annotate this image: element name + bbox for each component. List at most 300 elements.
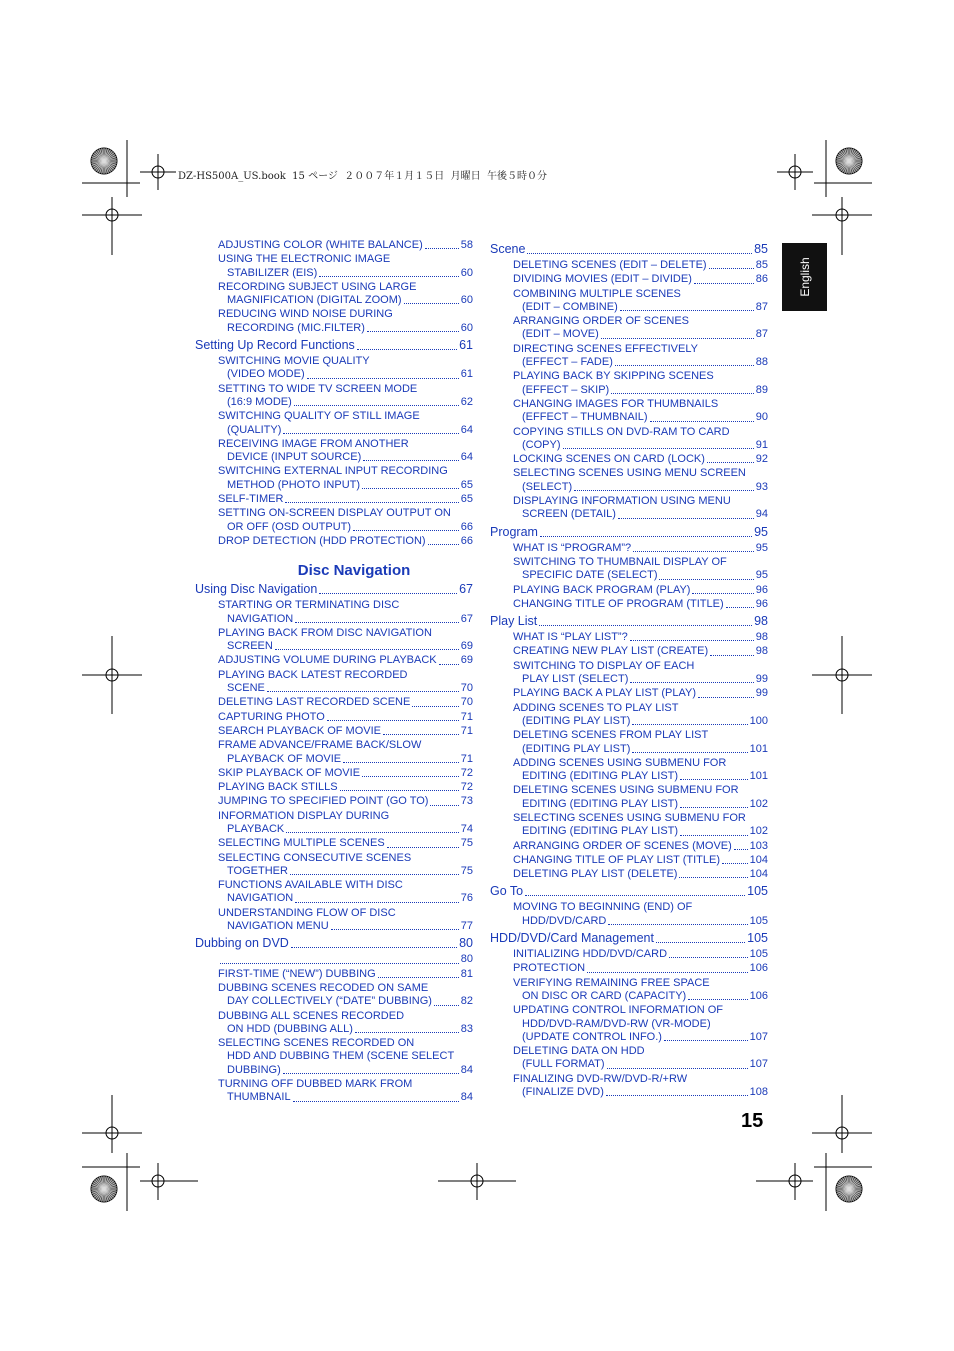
toc-entry [490, 495, 768, 522]
section-scene [490, 242, 768, 522]
page-ref: 91 [755, 438, 768, 451]
section-title: Setting Up Record Functions [195, 338, 355, 353]
entry-title: (EDITING PLAY LIST) [522, 714, 631, 727]
toc-entry [195, 1010, 473, 1037]
page-ref: 69 [460, 640, 473, 653]
entry-title: HDD AND DUBBING THEM (SCENE SELECT [227, 1050, 455, 1063]
toc-entry [490, 854, 768, 867]
entry-title: FINALIZING DVD-RW/DVD-R/+RW [513, 1072, 688, 1085]
page-ref: 73 [460, 795, 473, 808]
page-ref: 67 [460, 612, 473, 625]
entry-title: UPDATING CONTROL INFORMATION OF [513, 1004, 724, 1017]
entry-title: PLAYING BACK A PLAY LIST (PLAY) [513, 687, 697, 700]
entry-title: TURNING OFF DUBBED MARK FROM [218, 1078, 413, 1091]
page-ref: 80 [460, 953, 473, 966]
entry-title: ADDING SCENES USING SUBMENU FOR [513, 756, 727, 769]
dot-leader [367, 330, 459, 332]
section-title: Play List [490, 614, 538, 629]
entry-title: DUBBING ALL SCENES RECORDED [218, 1009, 405, 1022]
page-ref: 64 [460, 451, 473, 464]
section-record [195, 338, 473, 548]
language-tab [782, 243, 827, 311]
entry-title: SETTING ON-SCREEN DISPLAY OUTPUT ON [218, 507, 451, 520]
entry-title: MOVING TO BEGINNING (END) OF [513, 901, 693, 914]
page-ref: 75 [460, 837, 473, 850]
dot-leader [680, 778, 748, 780]
dot-leader [319, 592, 457, 594]
dot-leader [294, 404, 459, 406]
entry-title: INITIALIZING HDD/DVD/CARD [513, 948, 668, 961]
toc-entry [195, 837, 473, 850]
entry-title: SPECIFIC DATE (SELECT) [522, 569, 658, 582]
dot-leader [220, 962, 459, 964]
toc-entry [195, 907, 473, 934]
page-ref: 82 [460, 995, 473, 1008]
entry-title: DUBBING SCENES RECODED ON SAME [218, 981, 429, 994]
toc-entry [195, 696, 473, 709]
section-heading [195, 338, 473, 353]
section-page-ref: 105 [747, 931, 768, 946]
entry-title: (QUALITY) [227, 423, 282, 436]
page-ref: 69 [460, 654, 473, 667]
dot-leader [692, 592, 753, 594]
dot-leader [734, 848, 748, 850]
page-ref: 89 [755, 383, 768, 396]
toc-entry [195, 1037, 473, 1077]
entry-title: SELECTING SCENES RECORDED ON [218, 1037, 415, 1050]
entry-title: THUMBNAIL [227, 1091, 291, 1104]
entry-title: (SELECT) [522, 480, 573, 493]
entry-title: (UPDATE CONTROL INFO.) [522, 1030, 662, 1043]
entry-title: (VIDEO MODE) [227, 368, 305, 381]
dot-leader [331, 928, 459, 930]
toc-entry [195, 1078, 473, 1105]
page-number: 15 [741, 1110, 764, 1132]
page-ref: 88 [755, 356, 768, 369]
toc-entry [490, 1073, 768, 1100]
entry-title: COPYING STILLS ON DVD-RAM TO CARD [513, 425, 730, 438]
toc-entry [490, 343, 768, 370]
page-ref: 72 [460, 781, 473, 794]
toc-entry [195, 438, 473, 465]
section-program [490, 525, 768, 611]
page-ref: 64 [460, 423, 473, 436]
page-ref: 100 [749, 714, 768, 727]
print-header: DZ-HS500A_US.book 15 ページ ２００７年１月１５日 月曜日 午後５時０分 [178, 171, 547, 182]
entry-title: (EFFECT – FADE) [522, 356, 613, 369]
entry-title: USING THE ELECTRONIC IMAGE [218, 253, 391, 266]
toc-entry [490, 584, 768, 597]
language-tab-label: English [797, 257, 812, 297]
entry-title: ON DISC OR CARD (CAPACITY) [522, 989, 687, 1002]
section-heading [490, 614, 768, 629]
entry-title: DUBBING) [227, 1063, 281, 1076]
dot-leader [656, 941, 745, 943]
dot-leader [355, 1031, 459, 1033]
section-page-ref: 85 [754, 242, 768, 256]
toc-left-column [195, 239, 473, 1106]
page-ref: 71 [460, 710, 473, 723]
entry-title: UNDERSTANDING FLOW OF DISC [218, 906, 396, 919]
dot-leader [632, 723, 747, 725]
toc-entry [490, 729, 768, 756]
entry-title: RECORDING (MIC.FILTER) [227, 321, 365, 334]
entry-title: EDITING (EDITING PLAY LIST) [522, 770, 679, 783]
toc-entry [195, 739, 473, 766]
toc-entry [195, 982, 473, 1009]
toc-entry [490, 660, 768, 687]
toc-entry [490, 1004, 768, 1044]
section-heading [195, 936, 473, 951]
entry-title: ADJUSTING COLOR (WHITE BALANCE) [218, 239, 423, 251]
dot-leader [283, 1072, 459, 1074]
page-ref: 71 [460, 752, 473, 765]
entry-title: SWITCHING QUALITY OF STILL IMAGE [218, 410, 420, 423]
entry-title: SELECTING SCENES USING MENU SCREEN [513, 467, 746, 480]
entry-title: ARRANGING ORDER OF SCENES [513, 315, 690, 328]
toc-entry [195, 383, 473, 410]
entry-title: (COPY) [522, 438, 561, 451]
dot-leader [340, 789, 459, 791]
entry-title: (EFFECT – THUMBNAIL) [522, 411, 648, 424]
entry-title: OR OFF (OSD OUTPUT) [227, 520, 352, 533]
toc-entry [195, 852, 473, 879]
section-page-ref: 105 [747, 884, 768, 899]
toc-entry [490, 840, 768, 853]
dot-leader [539, 624, 752, 626]
entry-title: PROTECTION [513, 962, 586, 975]
dot-leader [618, 517, 754, 519]
dot-leader [709, 267, 754, 269]
page-ref: 85 [755, 259, 768, 271]
toc-entry [490, 702, 768, 729]
entry-title: SKIP PLAYBACK OF MOVIE [218, 766, 361, 779]
dot-leader [726, 606, 754, 608]
dot-leader [608, 923, 747, 925]
toc-entry [195, 810, 473, 837]
dot-leader [404, 302, 459, 304]
toc-entry [195, 507, 473, 534]
dot-leader [611, 392, 754, 394]
page-ref: 65 [460, 478, 473, 491]
entry-title: PLAYING BACK BY SKIPPING SCENES [513, 370, 714, 383]
page-ref: 61 [460, 368, 473, 381]
entry-title: (16:9 MODE) [227, 395, 292, 408]
entry-title: DELETING SCENES FROM PLAY LIST [513, 729, 709, 742]
section-dubbing [195, 936, 473, 1104]
entry-title: SCREEN [227, 640, 273, 653]
entry-title: DIRECTING SCENES EFFECTIVELY [513, 342, 698, 355]
page-ref: 72 [460, 766, 473, 779]
toc-entry [490, 398, 768, 425]
toc-entry [490, 598, 768, 611]
entry-title: EDITING (EDITING PLAY LIST) [522, 797, 679, 810]
dot-leader [383, 733, 459, 735]
entry-title: PLAYBACK OF MOVIE [227, 752, 342, 765]
dot-leader [694, 282, 754, 284]
toc-entry [195, 355, 473, 382]
dot-leader [378, 976, 459, 978]
page-ref: 70 [460, 696, 473, 709]
toc-right-column [490, 239, 768, 1100]
section-play-list [490, 614, 768, 881]
toc-entry [490, 784, 768, 811]
dot-leader [722, 862, 748, 864]
dot-leader [283, 432, 458, 434]
section-title: Program [490, 524, 538, 539]
toc-entry [490, 542, 768, 555]
dot-leader [295, 621, 459, 623]
entry-title: SELECTING MULTIPLE SCENES [218, 837, 385, 850]
page-ref: 76 [460, 892, 473, 905]
dot-leader [353, 529, 459, 531]
entry-title: ON HDD (DUBBING ALL) [227, 1022, 353, 1035]
entry-title: DAY COLLECTIVELY (“DATE” DUBBING) [227, 995, 432, 1008]
page-ref: 96 [755, 583, 768, 596]
toc-entry [490, 288, 768, 315]
section-go-to [490, 884, 768, 928]
toc-entry [490, 948, 768, 961]
entry-title: INFORMATION DISPLAY DURING [218, 809, 390, 822]
toc-entry [195, 410, 473, 437]
entry-title: SCREEN (DETAIL) [522, 508, 616, 521]
toc-entry [195, 781, 473, 794]
entry-title: FIRST-TIME (“NEW”) DUBBING [218, 967, 376, 980]
dot-leader [630, 681, 753, 683]
entry-title: HDD/DVD-RAM/DVD-RW (VR-MODE) [522, 1017, 711, 1030]
toc-entry [490, 868, 768, 881]
page-ref: 62 [460, 395, 473, 408]
toc-entry [490, 812, 768, 839]
dot-leader [679, 876, 747, 878]
toc-entry [195, 627, 473, 654]
chapter-title-disc-navigation: Disc Navigation [297, 562, 411, 580]
dot-leader [290, 873, 459, 875]
section-title: Dubbing on DVD [195, 936, 289, 951]
dot-leader [362, 487, 459, 489]
page-ref: 106 [749, 989, 768, 1002]
entry-title: MAGNIFICATION (DIGITAL ZOOM) [227, 294, 402, 307]
entry-title: (FULL FORMAT) [522, 1058, 605, 1071]
page-ref: 101 [749, 770, 768, 783]
entry-title: (EDIT – COMBINE) [522, 300, 618, 313]
entry-title: COMBINING MULTIPLE SCENES [513, 287, 681, 300]
page-ref: 105 [749, 914, 768, 927]
toc-entry [195, 711, 473, 724]
dot-leader [343, 761, 459, 763]
toc-entry [490, 273, 768, 286]
entry-title: DIVIDING MOVIES (EDIT – DIVIDE) [513, 273, 692, 286]
page-ref: 60 [460, 266, 473, 279]
entry-title: FUNCTIONS AVAILABLE WITH DISC [218, 879, 403, 892]
page-ref: 70 [460, 682, 473, 695]
entry-title: DELETING DATA ON HDD [513, 1045, 645, 1058]
toc-entry [490, 687, 768, 700]
dot-leader [357, 348, 457, 350]
section-title: Scene [490, 242, 526, 256]
entry-title: HDD/DVD/CARD [522, 914, 607, 927]
dot-leader [630, 639, 754, 641]
section-title: HDD/DVD/Card Management [490, 931, 654, 946]
entry-title: PLAY LIST (SELECT) [522, 673, 629, 686]
intro-entries [195, 239, 473, 335]
entry-title: SWITCHING EXTERNAL INPUT RECORDING [218, 465, 448, 478]
entry-title: NAVIGATION [227, 892, 294, 905]
entry-title: SWITCHING MOVIE QUALITY [218, 355, 370, 368]
toc-entry [195, 795, 473, 808]
entry-title: STARTING OR TERMINATING DISC [218, 599, 400, 612]
toc-entry [195, 599, 473, 626]
toc-entry [490, 315, 768, 342]
entry-title: (FINALIZE DVD) [522, 1086, 604, 1099]
section-page-ref: 80 [459, 936, 473, 951]
page-ref: 92 [755, 453, 768, 466]
section-page-ref: 61 [459, 338, 473, 353]
dot-leader [540, 535, 752, 537]
section-heading [490, 242, 768, 257]
page-ref: 98 [755, 645, 768, 658]
page-ref: 99 [755, 673, 768, 686]
dot-leader [698, 696, 754, 698]
entry-title: DROP DETECTION (HDD PROTECTION) [218, 534, 426, 547]
entry-title: DELETING SCENES USING SUBMENU FOR [513, 784, 739, 797]
page-ref: 105 [749, 948, 768, 961]
entry-title: VERIFYING REMAINING FREE SPACE [513, 976, 710, 989]
section-heading [490, 525, 768, 540]
dot-leader [286, 831, 458, 833]
section-heading [490, 931, 768, 946]
entry-title: EDITING (EDITING PLAY LIST) [522, 825, 679, 838]
dot-leader [430, 804, 458, 806]
entry-title: (EDITING PLAY LIST) [522, 742, 631, 755]
dot-leader [439, 663, 459, 665]
entry-title: METHOD (PHOTO INPUT) [227, 478, 361, 491]
dot-leader [293, 1100, 459, 1102]
toc-entry [195, 879, 473, 906]
section-title: Using Disc Navigation [195, 582, 318, 597]
page-ref: 95 [755, 569, 768, 582]
entry-title: LOCKING SCENES ON CARD (LOCK) [513, 453, 705, 466]
dot-leader [669, 956, 748, 958]
toc-entry [195, 253, 473, 280]
dot-leader [688, 998, 747, 1000]
page-ref: 102 [749, 797, 768, 810]
section-page-ref: 95 [754, 524, 768, 539]
toc-entry [195, 281, 473, 308]
dot-leader [606, 1094, 748, 1096]
dot-leader [295, 901, 459, 903]
dot-leader [680, 806, 748, 808]
entry-title: DEVICE (INPUT SOURCE) [227, 451, 362, 464]
entry-title: STABILIZER (EIS) [227, 266, 318, 279]
section-heading [490, 884, 768, 899]
toc-entry [195, 968, 473, 981]
dot-leader [601, 337, 754, 339]
toc-entry [195, 953, 473, 966]
dot-leader [307, 377, 459, 379]
toc-entry [195, 308, 473, 335]
toc-entry [490, 962, 768, 975]
toc-entry [490, 977, 768, 1004]
dot-leader [710, 654, 754, 656]
section-page-ref: 67 [459, 582, 473, 597]
page-ref: 101 [749, 742, 768, 755]
page-ref: 107 [749, 1030, 768, 1043]
dot-leader [664, 1039, 748, 1041]
entry-title: TOGETHER [227, 864, 288, 877]
entry-title: SETTING TO WIDE TV SCREEN MODE [218, 382, 418, 395]
dot-leader [428, 543, 459, 545]
toc-entry [490, 631, 768, 644]
dot-leader [707, 461, 754, 463]
entry-title: SCENE [227, 682, 265, 695]
entry-title: SEARCH PLAYBACK OF MOVIE [218, 724, 382, 737]
entry-title: (EDIT – MOVE) [522, 328, 599, 341]
dot-leader [574, 489, 754, 491]
page-ref: 77 [460, 920, 473, 933]
entry-title: SWITCHING TO THUMBNAIL DISPLAY OF [513, 555, 727, 568]
page-ref: 71 [460, 724, 473, 737]
dot-leader [275, 648, 459, 650]
dot-leader [434, 1004, 459, 1006]
entry-title: ARRANGING ORDER OF SCENES (MOVE) [513, 839, 732, 852]
toc-entry [195, 535, 473, 548]
page-ref: 66 [460, 520, 473, 533]
toc-entry [490, 259, 768, 272]
entry-title: REDUCING WIND NOISE DURING [218, 308, 393, 321]
dot-leader [615, 364, 754, 366]
toc-entry [195, 465, 473, 492]
page-ref: 58 [460, 239, 473, 251]
toc-entry [490, 453, 768, 466]
dot-leader [387, 846, 459, 848]
page-ref: 84 [460, 1091, 473, 1104]
page-ref: 104 [749, 868, 768, 881]
toc-entry [195, 239, 473, 252]
page-ref: 107 [749, 1058, 768, 1071]
dot-leader [587, 971, 748, 973]
page-ref: 81 [460, 967, 473, 980]
toc-entry [195, 767, 473, 780]
section-disc-navigation [195, 582, 473, 933]
entry-title: DELETING PLAY LIST (DELETE) [513, 868, 678, 881]
entry-title: SELF-TIMER [218, 493, 284, 506]
entry-title: PLAYING BACK STILLS [218, 781, 338, 794]
entry-title: RECORDING SUBJECT USING LARGE [218, 280, 417, 293]
entry-title: CHANGING TITLE OF PLAY LIST (TITLE) [513, 853, 721, 866]
page-ref: 74 [460, 822, 473, 835]
entry-title: PLAYING BACK PROGRAM (PLAY) [513, 583, 691, 596]
page-ref: 96 [755, 597, 768, 610]
page-ref: 87 [755, 300, 768, 313]
dot-leader [412, 705, 458, 707]
dot-leader [563, 447, 754, 449]
dot-leader [285, 501, 458, 503]
page-ref: 60 [460, 294, 473, 307]
entry-title: (EFFECT – SKIP) [522, 383, 610, 396]
entry-title: DELETING LAST RECORDED SCENE [218, 696, 411, 709]
dot-leader [659, 578, 753, 580]
toc-entry [195, 725, 473, 738]
toc-entry [195, 493, 473, 506]
page-ref: 60 [460, 321, 473, 334]
entry-title: JUMPING TO SPECIFIED POINT (GO TO) [218, 795, 429, 808]
entry-title: SELECTING CONSECUTIVE SCENES [218, 851, 412, 864]
section-page-ref: 98 [754, 614, 768, 629]
page-ref: 75 [460, 864, 473, 877]
page-ref: 95 [755, 541, 768, 554]
dot-leader [363, 459, 458, 461]
